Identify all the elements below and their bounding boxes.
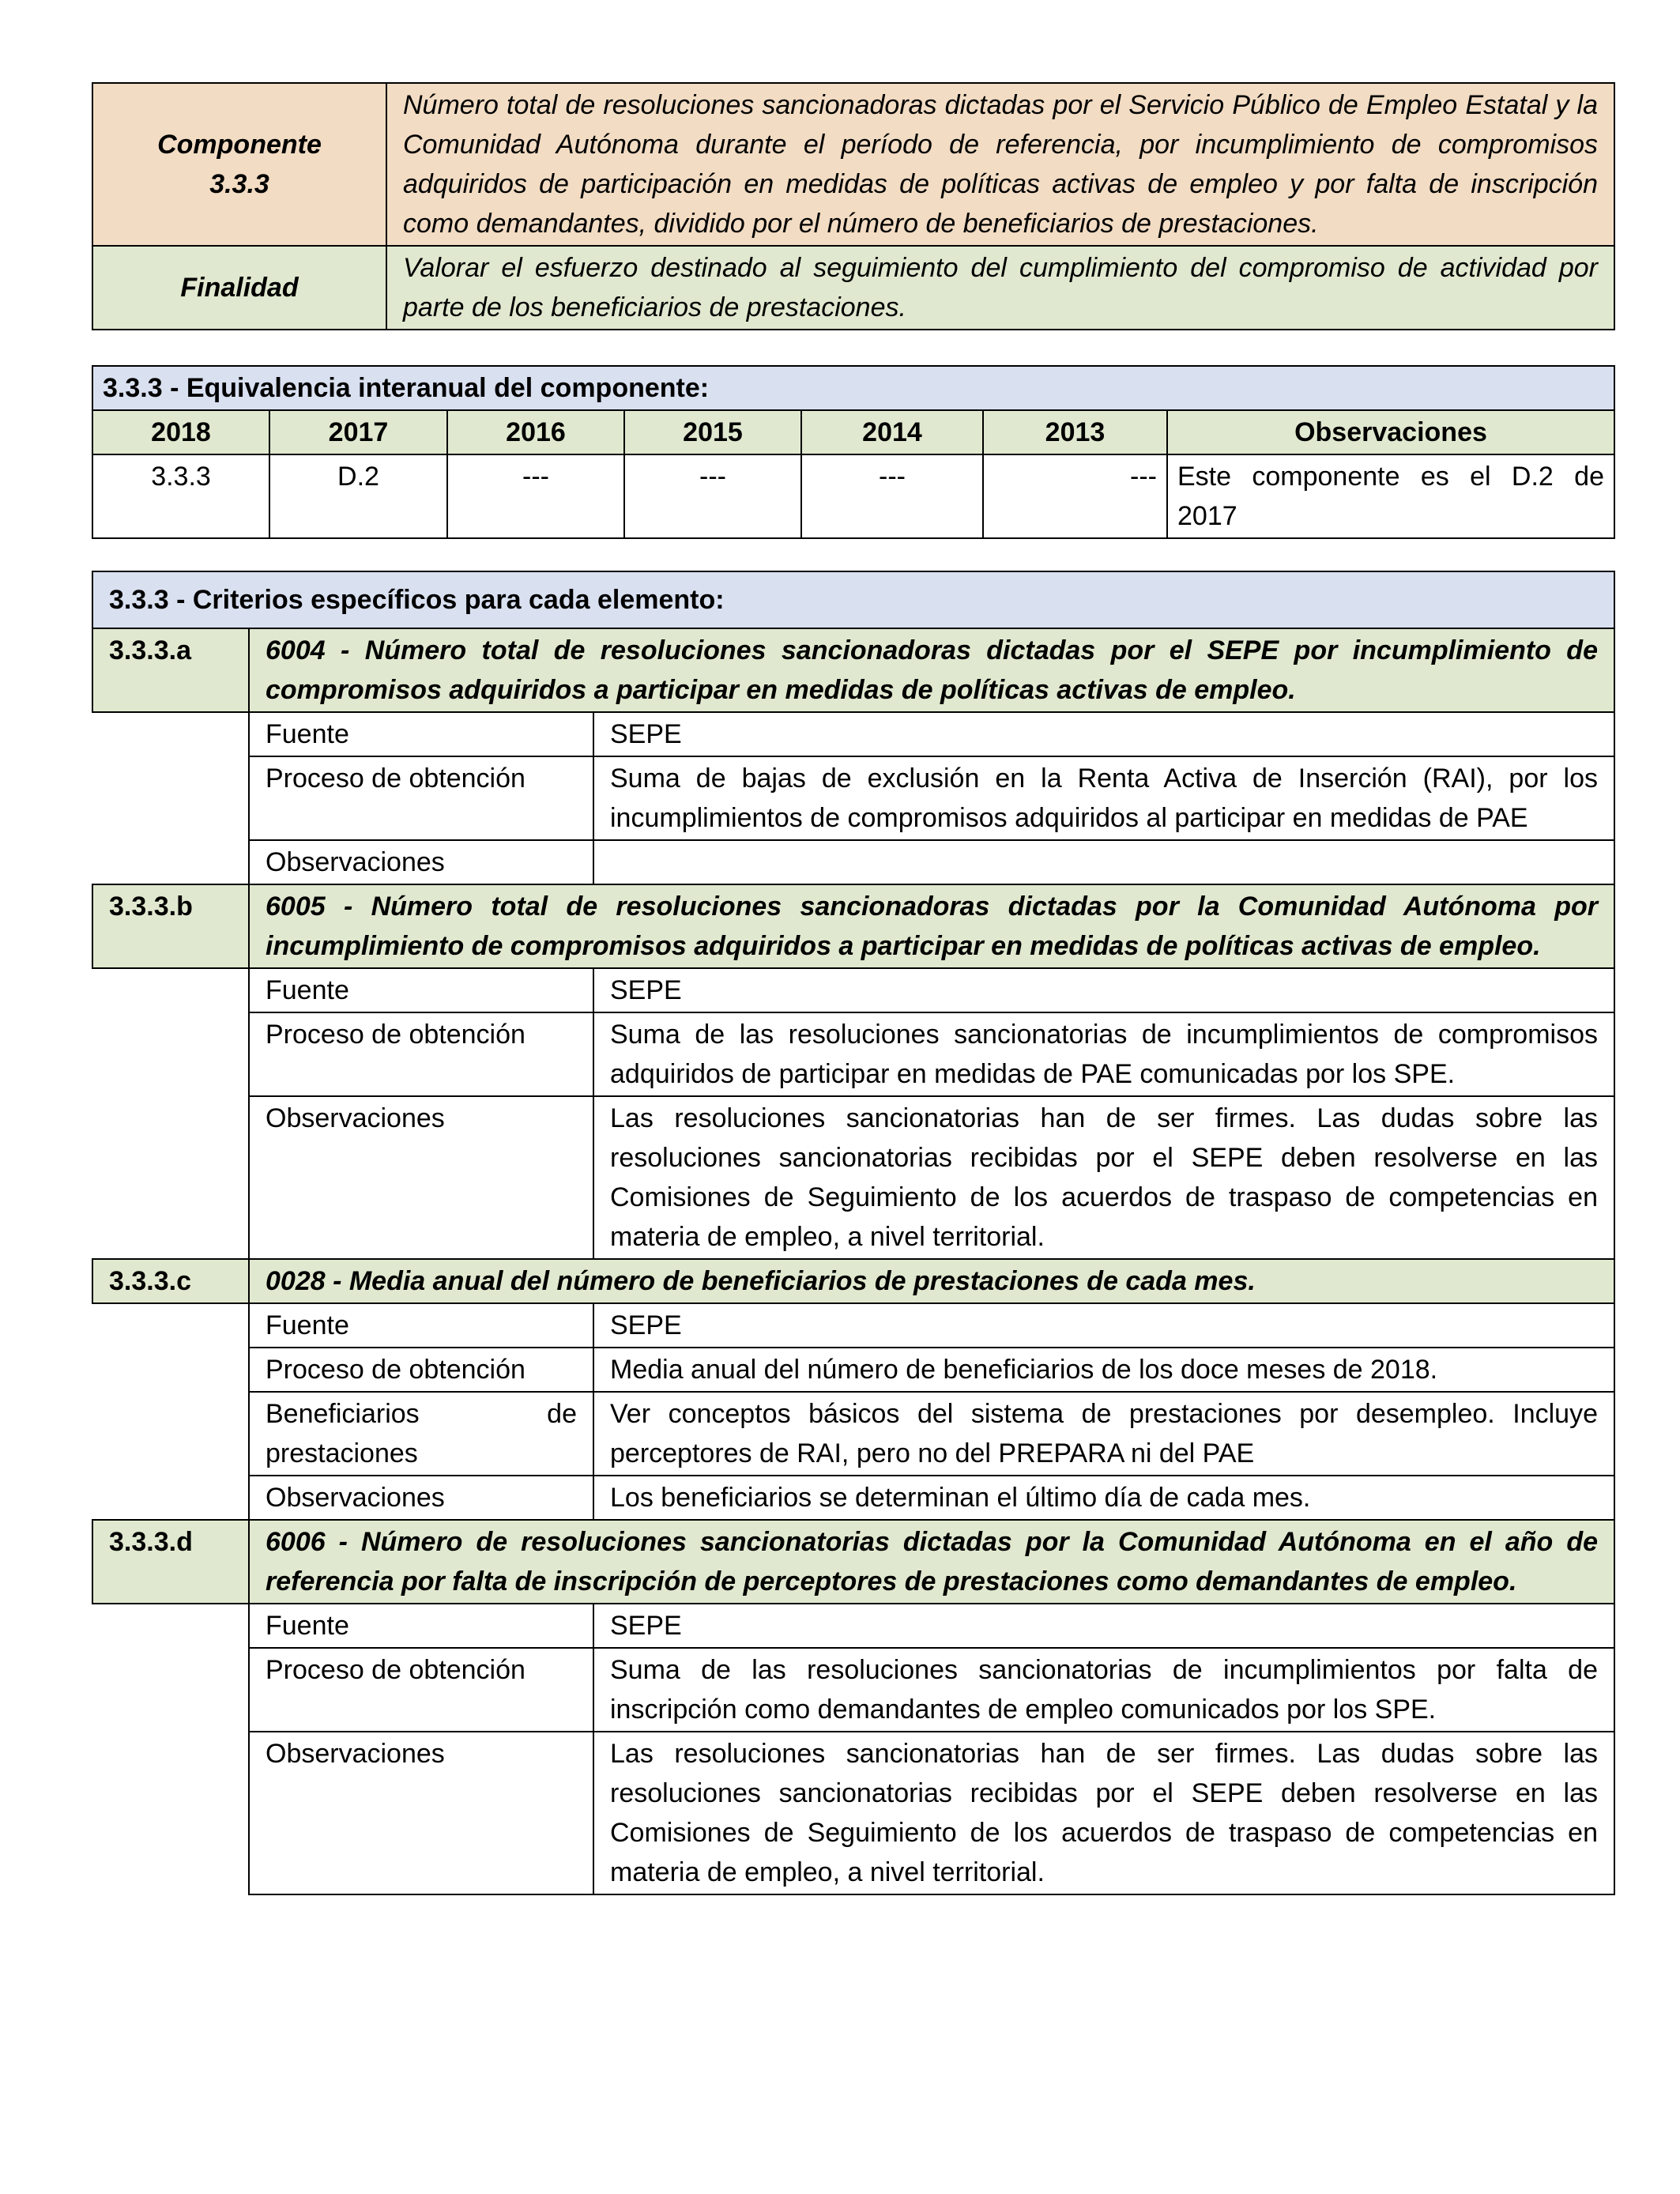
componente-label-line1: Componente <box>157 130 322 160</box>
finalidad-text: Valorar el esfuerzo destinado al seguimiento del cumplimiento del compromiso de actividad por parte de los beneficiarios de prestaciones. <box>386 246 1614 330</box>
criterio-detail-value: SEPE <box>593 968 1614 1012</box>
criterio-detail-label: Fuente <box>249 1604 593 1648</box>
criterio-detail-row <box>92 1392 1614 1476</box>
criterio-header-row <box>92 1520 1614 1604</box>
criterio-detail-label: Proceso de obtención <box>249 1648 593 1732</box>
criterio-indent-cell <box>92 1096 249 1259</box>
criterio-detail-label: Fuente <box>249 712 593 756</box>
criterio-detail-row <box>92 1303 1614 1348</box>
criterio-detail-value: Suma de bajas de exclusión en la Renta Activa de Inserción (RAI), por los incumplimientos de compromisos adquiridos al participar en medidas de PAE <box>593 756 1614 840</box>
criterio-detail-label: Observaciones <box>249 840 593 884</box>
criterio-header-row <box>92 628 1614 712</box>
criterio-detail-row <box>92 756 1614 840</box>
criterio-title: 6005 - Número total de resoluciones sancionadoras dictadas por la Comunidad Autónoma por incumplimiento de compromisos adquiridos a participar en medidas de políticas activas de empleo. <box>249 884 1614 968</box>
criterio-detail-value: SEPE <box>593 712 1614 756</box>
componente-description: Número total de resoluciones sancionadoras dictadas por el Servicio Público de Empleo Estatal y la Comunidad Autónoma durante el período de referencia, por incumplimiento de compromisos adquiridos de participación en medidas de políticas activas de empleo y por falta de inscripción como demandantes, dividido por el número de beneficiarios de prestaciones. <box>386 83 1614 246</box>
criterio-detail-row <box>92 1012 1614 1096</box>
equivalencia-header-cell: Observaciones <box>1167 410 1614 454</box>
componente-table <box>92 82 1615 330</box>
criterio-detail-label: Observaciones <box>249 1732 593 1894</box>
equivalencia-header-cell: 2014 <box>801 410 983 454</box>
criterio-indent-cell <box>92 840 249 884</box>
equivalencia-cell: Este componente es el D.2 de 2017 <box>1167 454 1614 538</box>
criterio-detail-row <box>92 1604 1614 1648</box>
criterio-indent-cell <box>92 1392 249 1476</box>
criterio-indent-cell <box>92 1476 249 1520</box>
criterio-detail-value <box>593 840 1614 884</box>
criterio-detail-label: Beneficiarios de prestaciones <box>249 1392 593 1476</box>
criterio-detail-row <box>92 1648 1614 1732</box>
criterio-indent-cell <box>92 1648 249 1732</box>
criterio-detail-row <box>92 1476 1614 1520</box>
equivalencia-header-cell: 2018 <box>92 410 269 454</box>
criterio-indent-cell <box>92 1732 249 1894</box>
equivalencia-cell: --- <box>624 454 801 538</box>
equivalencia-title: 3.3.3 - Equivalencia interanual del componente: <box>92 366 1614 410</box>
criterio-header-row <box>92 1259 1614 1303</box>
criterio-code: 3.3.3.b <box>92 884 249 968</box>
criterio-detail-value: SEPE <box>593 1604 1614 1648</box>
equivalencia-cell: --- <box>801 454 983 538</box>
criterio-code: 3.3.3.d <box>92 1520 249 1604</box>
criterio-detail-row <box>92 712 1614 756</box>
equivalencia-header-row <box>92 410 1614 454</box>
criterios-table <box>92 571 1615 1895</box>
equivalencia-table <box>92 365 1615 539</box>
criterio-detail-row <box>92 1732 1614 1894</box>
criterio-detail-row <box>92 840 1614 884</box>
finalidad-label: Finalidad <box>92 246 386 330</box>
criterio-title: 0028 - Media anual del número de beneficiarios de prestaciones de cada mes. <box>249 1259 1614 1303</box>
equivalencia-cell: D.2 <box>269 454 447 538</box>
criterio-detail-value: Suma de las resoluciones sancionatorias de incumplimientos por falta de inscripción como demandantes de empleo comunicados por los SPE. <box>593 1648 1614 1732</box>
criterio-detail-row <box>92 968 1614 1012</box>
equivalencia-cell: --- <box>983 454 1167 538</box>
criterio-title: 6004 - Número total de resoluciones sancionadoras dictadas por el SEPE por incumplimiento de compromisos adquiridos a participar en medidas de políticas activas de empleo. <box>249 628 1614 712</box>
criterio-detail-value: Media anual del número de beneficiarios de los doce meses de 2018. <box>593 1348 1614 1392</box>
criterio-detail-value: Las resoluciones sancionatorias han de ser firmes. Las dudas sobre las resoluciones sancionatorias recibidas por el SEPE deben resolverse en las Comisiones de Seguimiento de los acuerdos de traspaso de competencias en materia de empleo, a nivel territorial. <box>593 1096 1614 1259</box>
criterio-detail-label: Proceso de obtención <box>249 1348 593 1392</box>
criterio-indent-cell <box>92 1303 249 1348</box>
criterio-detail-value: Suma de las resoluciones sancionatorias de incumplimientos de compromisos adquiridos de participar en medidas de PAE comunicadas por los SPE. <box>593 1012 1614 1096</box>
criterio-detail-row <box>92 1348 1614 1392</box>
criterio-indent-cell <box>92 756 249 840</box>
equivalencia-header-cell: 2016 <box>447 410 624 454</box>
criterio-header-row <box>92 884 1614 968</box>
criterio-detail-row <box>92 1096 1614 1259</box>
criterio-detail-value: Ver conceptos básicos del sistema de prestaciones por desempleo. Incluye perceptores de RAI, pero no del PREPARA ni del PAE <box>593 1392 1614 1476</box>
componente-label <box>92 83 386 246</box>
equivalencia-cell: 3.3.3 <box>92 454 269 538</box>
criterio-detail-label: Fuente <box>249 968 593 1012</box>
criterio-indent-cell <box>92 968 249 1012</box>
equivalencia-header-cell: 2013 <box>983 410 1167 454</box>
criterio-indent-cell <box>92 1604 249 1648</box>
criterio-detail-value: SEPE <box>593 1303 1614 1348</box>
criterio-code: 3.3.3.a <box>92 628 249 712</box>
componente-label-line2: 3.3.3 <box>209 169 269 199</box>
criterios-title: 3.3.3 - Criterios específicos para cada elemento: <box>92 571 1614 628</box>
criterio-detail-label: Observaciones <box>249 1476 593 1520</box>
equivalencia-cell: --- <box>447 454 624 538</box>
criterio-detail-label: Proceso de obtención <box>249 756 593 840</box>
criterio-detail-value: Las resoluciones sancionatorias han de ser firmes. Las dudas sobre las resoluciones sancionatorias recibidas por el SEPE deben resolverse en las Comisiones de Seguimiento de los acuerdos de traspaso de competencias en materia de empleo, a nivel territorial. <box>593 1732 1614 1894</box>
criterio-indent-cell <box>92 712 249 756</box>
criterio-code: 3.3.3.c <box>92 1259 249 1303</box>
equivalencia-header-cell: 2015 <box>624 410 801 454</box>
criterio-indent-cell <box>92 1012 249 1096</box>
equivalencia-header-cell: 2017 <box>269 410 447 454</box>
criterio-detail-label: Proceso de obtención <box>249 1012 593 1096</box>
criterio-detail-value: Los beneficiarios se determinan el último día de cada mes. <box>593 1476 1614 1520</box>
criterio-indent-cell <box>92 1348 249 1392</box>
criterio-detail-label: Fuente <box>249 1303 593 1348</box>
equivalencia-data-row <box>92 454 1614 538</box>
criterio-detail-label: Observaciones <box>249 1096 593 1259</box>
criterio-title: 6006 - Número de resoluciones sancionatorias dictadas por la Comunidad Autónoma en el año de referencia por falta de inscripción de perceptores de prestaciones como demandantes de empleo. <box>249 1520 1614 1604</box>
